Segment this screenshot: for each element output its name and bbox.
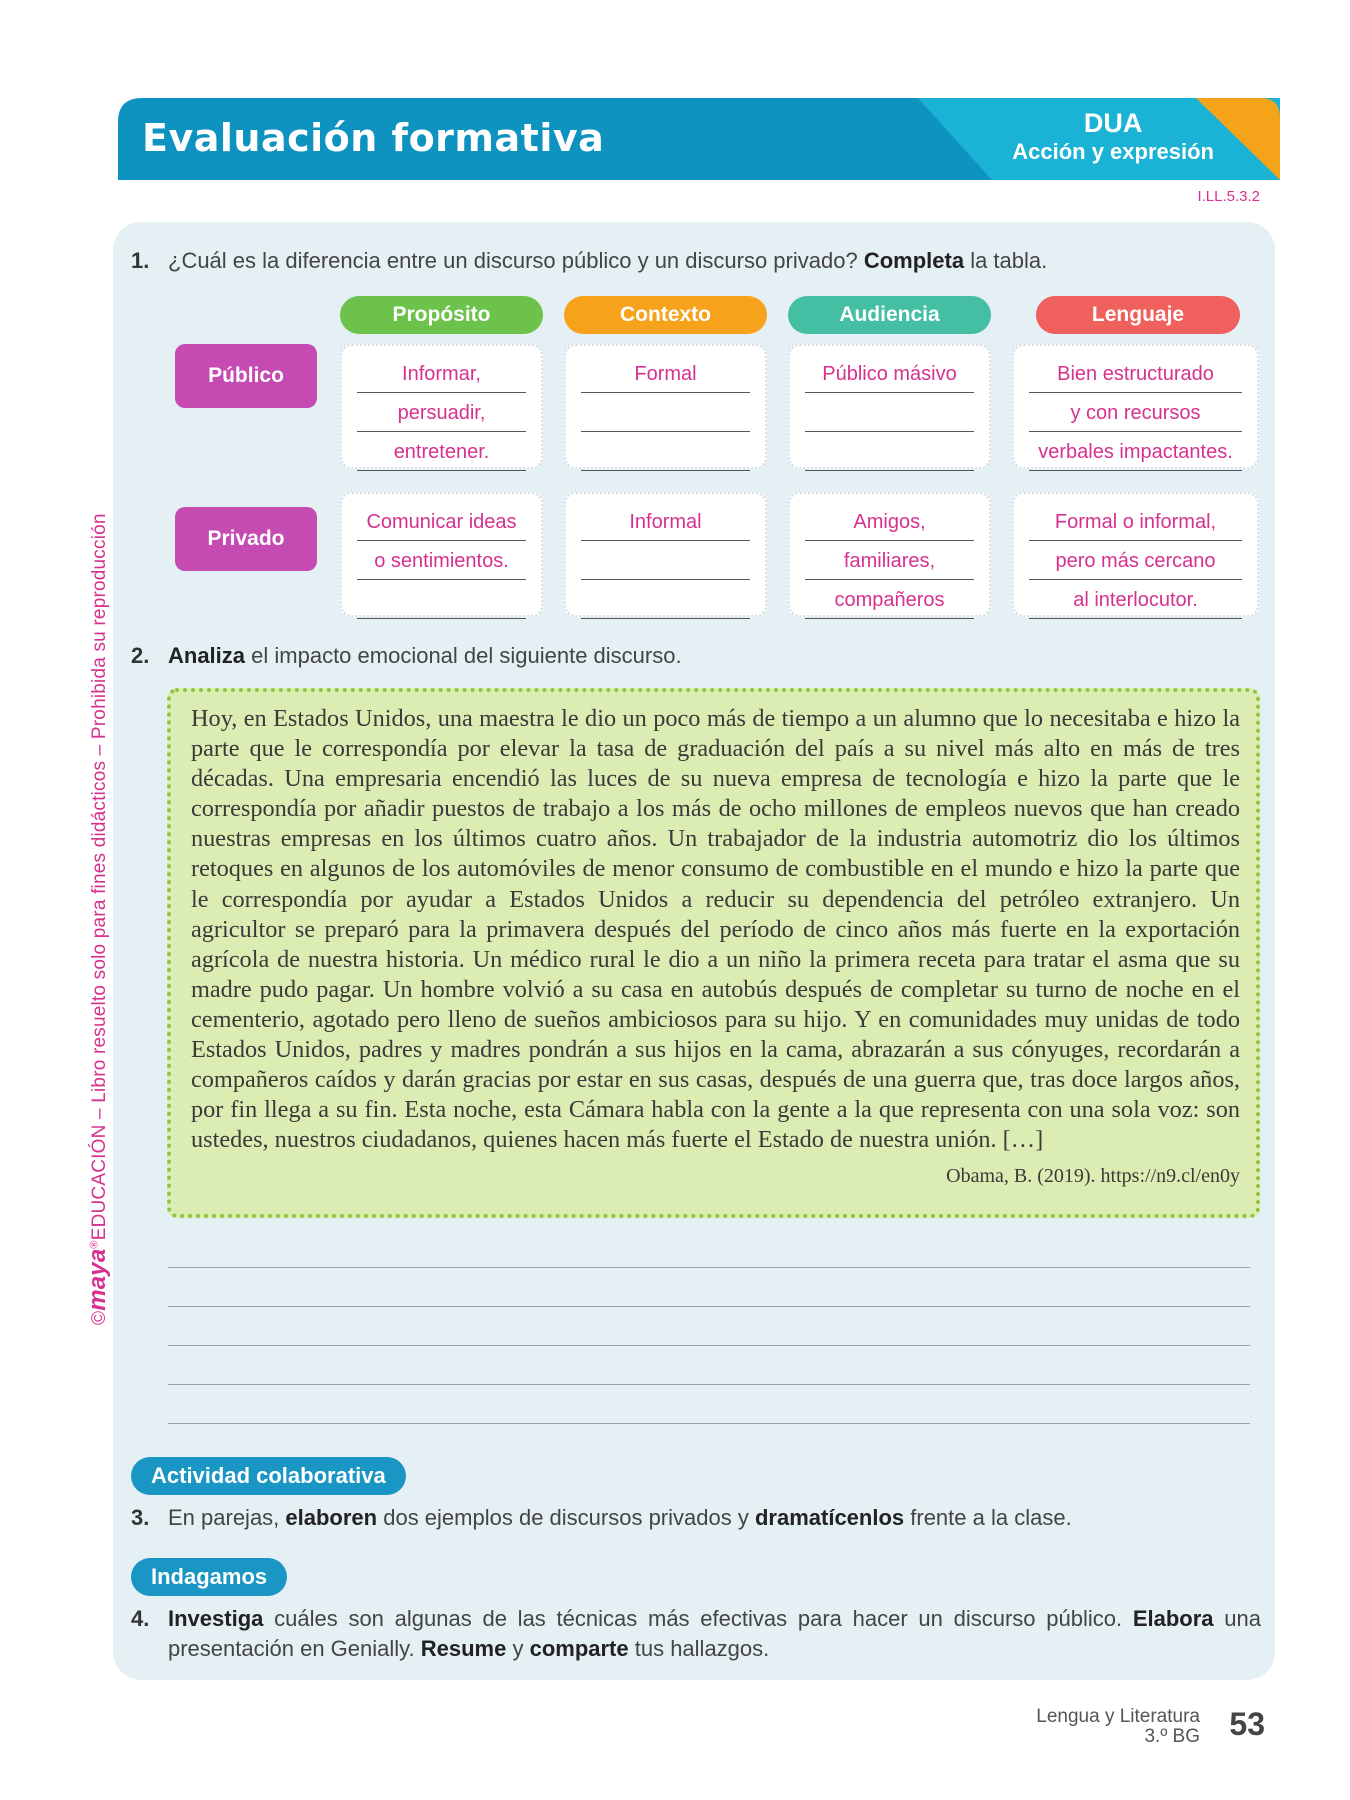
answer-line <box>581 393 750 432</box>
answer-line <box>805 393 974 432</box>
answer-line: Amigos, <box>805 502 974 541</box>
column-header-proposito: Propósito <box>340 296 543 334</box>
speech-citation: Obama, B. (2019). https://n9.cl/en0y <box>946 1165 1240 1188</box>
column-header-lenguaje: Lenguaje <box>1036 296 1240 334</box>
answer-line: familiares, <box>805 541 974 580</box>
question-verb: Elabora <box>1132 1606 1214 1631</box>
cell-privado-contexto[interactable] <box>564 492 767 617</box>
question-text: tus hallazgos. <box>628 1636 770 1661</box>
answer-line <box>581 580 750 619</box>
question-text: y <box>506 1636 530 1661</box>
answer-line: Formal <box>581 354 750 393</box>
cell-privado-audiencia[interactable] <box>788 492 991 617</box>
answer-line: verbales impactantes. <box>1029 432 1242 471</box>
question-text: el impacto emocional del siguiente discurso. <box>245 643 682 668</box>
question-verb: comparte <box>529 1636 629 1661</box>
question-verb: dramatícenlos <box>754 1505 905 1530</box>
speech-box <box>167 688 1260 1218</box>
answer-line: pero más cercano <box>1029 541 1242 580</box>
question-text: frente a la clase. <box>904 1505 1072 1530</box>
question-verb: Completa <box>863 248 965 273</box>
question-text: la tabla. <box>964 248 1048 273</box>
answer-line: entretener. <box>357 432 526 471</box>
writing-line[interactable] <box>168 1384 1250 1385</box>
dua-label <box>1012 108 1214 166</box>
speech-text: Hoy, en Estados Unidos, una maestra le dio un poco más de tiempo a un alumno que lo necesitaba e hizo la parte que le correspondía por elevar la tasa de graduación del país a su nivel más alto en más de tres décadas. Una empresaria encendió las luces de su nueva empresa de tecnología e hizo la parte que le correspondía por añadir puestos de trabajo a los más de ocho millones de empleos nuevos que han creado nuestras empresas en los últimos cuatro años. Un trabajador de la industria automotriz dio los últimos retoques en algunos de los automóviles de menor consumo de combustible en el mundo e hizo la parte que le correspondía por ayudar a Estados Unidos a reducir su dependencia del petróleo extranjero. Un agricultor se preparó para la primavera después del período de cinco años más fuerte en la exportación agrícola de nuestra historia. Un médico rural le dio a un niño la primera receta para tratar el asma que su madre pudo pagar. Un hombre volvió a su casa en autobús después de completar su turno de noche en el cementerio, agotado pero lleno de sueños ambiciosos para su hijo. Y en comunidades muy unidas de todo Estados Unidos, padres y madres pondrán a sus hijos en la cama, abrazarán a sus cónyuges, recordarán a compañeros caídos y darán gracias por estar en sus casas, después de una guerra que, tras doce largos años, por fin llega a su fin. Esta noche, esta Cámara habla con la gente a la que representa con una sola voz: son ustedes, nuestros ciudadanos, quienes hacen más fuerte el Estado de nuestra unión. […] <box>191 705 1240 1154</box>
question-text: una presentación en Genially. <box>168 1606 1261 1661</box>
copyright-symbol: © <box>89 1310 110 1325</box>
question-number: 2. <box>131 643 150 668</box>
answer-line: al interlocutor. <box>1029 580 1242 619</box>
question-2 <box>131 641 682 671</box>
cell-privado-proposito[interactable] <box>340 492 543 617</box>
footer-subject <box>1036 1707 1200 1747</box>
row-header-publico: Público <box>175 344 317 408</box>
page-title: Evaluación formativa <box>142 116 605 160</box>
collaborative-activity-label: Actividad colaborativa <box>131 1457 406 1495</box>
cell-publico-lenguaje[interactable] <box>1012 344 1259 469</box>
grade-level: 3.º BG <box>1144 1726 1200 1747</box>
header-banner <box>118 98 1280 180</box>
curriculum-code: I.LL.5.3.2 <box>1197 188 1260 205</box>
answer-line: y con recursos <box>1029 393 1242 432</box>
cell-publico-contexto[interactable] <box>564 344 767 469</box>
question-3 <box>131 1503 1072 1533</box>
copyright-notice <box>84 485 112 1325</box>
answer-line <box>581 432 750 471</box>
question-text: ¿Cuál es la diferencia entre un discurso público y un discurso privado? <box>168 248 864 273</box>
dua-title: DUA <box>1083 108 1143 138</box>
question-number: 1. <box>131 248 150 273</box>
question-text: cuáles son algunas de las técnicas más efectivas para hacer un discurso público. <box>263 1606 1133 1631</box>
answer-line: Comunicar ideas <box>357 502 526 541</box>
answer-line <box>581 541 750 580</box>
question-verb: Resume <box>420 1636 507 1661</box>
question-number: 4. <box>131 1606 150 1631</box>
question-verb: elaboren <box>285 1505 378 1530</box>
question-text: dos ejemplos de discursos privados y <box>377 1505 755 1530</box>
cell-publico-proposito[interactable] <box>340 344 543 469</box>
writing-line[interactable] <box>168 1306 1250 1307</box>
answer-line: o sentimientos. <box>357 541 526 580</box>
answer-line: Bien estructurado <box>1029 354 1242 393</box>
writing-line[interactable] <box>168 1345 1250 1346</box>
answer-line: Público másivo <box>805 354 974 393</box>
cell-privado-lenguaje[interactable] <box>1012 492 1259 617</box>
row-header-privado: Privado <box>175 507 317 571</box>
column-header-contexto: Contexto <box>564 296 767 334</box>
question-4 <box>131 1604 1261 1664</box>
answer-line: compañeros <box>805 580 974 619</box>
question-verb: Analiza <box>168 643 246 668</box>
writing-line[interactable] <box>168 1423 1250 1424</box>
writing-line[interactable] <box>168 1267 1250 1268</box>
dua-subtitle: Acción y expresión <box>1012 139 1214 164</box>
copyright-text: EDUCACIÓN – Libro resuelto solo para fines didácticos – Prohibida su reproducción <box>89 513 110 1241</box>
question-number: 3. <box>131 1505 150 1530</box>
answer-line <box>805 432 974 471</box>
answer-line: Informar, <box>357 354 526 393</box>
question-text: En parejas, <box>168 1505 286 1530</box>
column-header-audiencia: Audiencia <box>788 296 991 334</box>
registered-mark: ® <box>88 1240 101 1249</box>
question-1 <box>131 246 1047 276</box>
brand-logo: maya <box>84 1248 111 1311</box>
subject-name: Lengua y Literatura <box>1036 1706 1200 1727</box>
answer-line <box>357 580 526 619</box>
indagamos-label: Indagamos <box>131 1558 287 1596</box>
answer-line: Formal o informal, <box>1029 502 1242 541</box>
question-verb: Investiga <box>168 1606 264 1631</box>
page-number: 53 <box>1229 1706 1265 1742</box>
answer-line: Informal <box>581 502 750 541</box>
cell-publico-audiencia[interactable] <box>788 344 991 469</box>
answer-line: persuadir, <box>357 393 526 432</box>
